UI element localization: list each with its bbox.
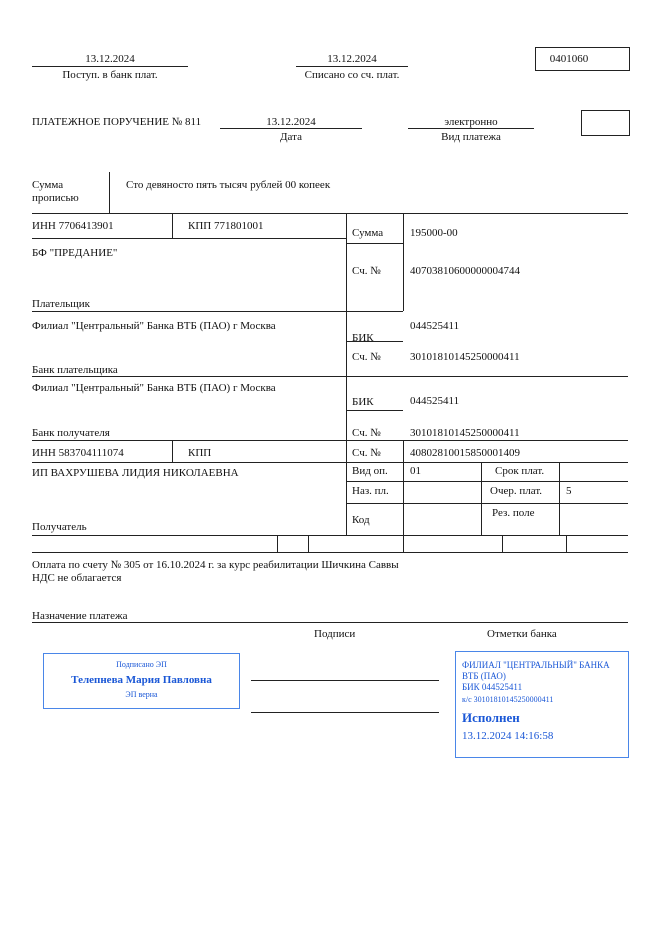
reserve-label: Рез. поле xyxy=(492,507,535,519)
tax-field-divider-1 xyxy=(277,535,278,552)
payee-bank-bik: 044525411 xyxy=(410,395,460,407)
col-divider-payee-kpp xyxy=(172,440,173,462)
empty-code-box xyxy=(581,110,630,136)
payer-name: БФ "ПРЕДАНИЕ" xyxy=(32,247,118,259)
tax-field-divider-3 xyxy=(403,535,404,552)
payer-bank-bik-label: БИК xyxy=(352,332,374,344)
col-divider-values-2 xyxy=(403,440,404,535)
grid-line-376 xyxy=(32,376,628,377)
payee-inn: ИНН 583704111074 xyxy=(32,447,124,459)
payer-bank-corr-label: Сч. № xyxy=(352,351,381,363)
signature-stamp xyxy=(43,653,240,709)
sum-value: 195000-00 xyxy=(410,227,458,239)
payer-kpp: КПП 771801001 xyxy=(188,220,264,232)
grid-line-503 xyxy=(346,503,628,504)
order-date-line xyxy=(220,128,362,129)
op-type-value: 01 xyxy=(410,465,421,477)
col-divider-term-value xyxy=(559,462,560,535)
priority-label: Очер. плат. xyxy=(490,485,543,497)
stamp-signed-text: Подписано ЭП xyxy=(116,660,167,669)
payee-bank-corr-label: Сч. № xyxy=(352,427,381,439)
purpose-code-label: Наз. пл. xyxy=(352,485,389,497)
signature-line-2 xyxy=(251,712,439,713)
amount-words-label-1: Сумма xyxy=(32,179,64,191)
received-label: Поступ. в банк плат. xyxy=(62,69,158,81)
amount-words-label-2: прописью xyxy=(32,192,79,204)
tax-field-divider-4 xyxy=(502,535,503,552)
sum-label: Сумма xyxy=(352,227,384,239)
payer-bank-bik: 044525411 xyxy=(410,320,460,332)
payment-type: электронно xyxy=(444,116,498,128)
stamp-signer-name: Телепнева Мария Павловна xyxy=(71,674,212,686)
payment-type-label: Вид платежа xyxy=(441,131,501,143)
purpose-line-1: Оплата по счету № 305 от 16.10.2024 г. за курс реабилитации Шичкина Саввы xyxy=(32,559,399,571)
payee-bank-name: Филиал "Центральный" Банка ВТБ (ПАО) г Москва xyxy=(32,382,276,394)
received-date: 13.12.2024 xyxy=(85,53,135,65)
payer-bank-role-label: Банк плательщика xyxy=(32,364,118,376)
purpose-bottom-line xyxy=(32,622,628,623)
stamp-verified-text: ЭП верна xyxy=(125,690,158,699)
bank-stamp-status: Исполнен xyxy=(462,710,520,725)
op-type-label: Вид оп. xyxy=(352,465,388,477)
grid-line-481 xyxy=(346,481,628,482)
payer-account: 40703810600000004744 xyxy=(410,265,520,277)
purpose-line-2: НДС не облагается xyxy=(32,572,122,584)
debited-date: 13.12.2024 xyxy=(327,53,377,65)
payee-name: ИП ВАХРУШЕВА ЛИДИЯ НИКОЛАЕВНА xyxy=(32,467,239,479)
priority-value: 5 xyxy=(566,485,572,497)
bank-stamp-datetime: 13.12.2024 14:16:58 xyxy=(462,730,554,742)
grid-line-552 xyxy=(32,552,628,553)
col-divider-main xyxy=(346,213,347,535)
tax-field-divider-5 xyxy=(566,535,567,552)
code-label: Код xyxy=(352,514,370,526)
debited-date-line xyxy=(296,66,408,67)
payer-inn: ИНН 7706413901 xyxy=(32,220,114,232)
signature-line-1 xyxy=(251,680,439,681)
purpose-label: Назначение платежа xyxy=(32,610,128,622)
payer-role-label: Плательщик xyxy=(32,298,90,310)
payee-account-label: Сч. № xyxy=(352,447,381,459)
payer-bank-name: Филиал "Центральный" Банка ВТБ (ПАО) г Москва xyxy=(32,320,276,332)
grid-line-311 xyxy=(32,311,403,312)
order-title: ПЛАТЕЖНОЕ ПОРУЧЕНИЕ № 811 xyxy=(32,116,202,128)
payment-type-line xyxy=(408,128,534,129)
bank-stamp-line-1: ФИЛИАЛ "ЦЕНТРАЛЬНЫЙ" БАНКА xyxy=(462,660,610,670)
term-label: Срок плат. xyxy=(495,465,545,477)
col-divider-values xyxy=(403,213,404,311)
signatures-label: Подписи xyxy=(314,628,356,640)
payee-bank-role-label: Банк получателя xyxy=(32,427,110,439)
payee-kpp: КПП xyxy=(188,447,212,459)
col-divider-inn-kpp xyxy=(172,213,173,238)
bank-stamp-line-3: БИК 044525411 xyxy=(462,682,523,692)
tax-field-divider-2 xyxy=(308,535,309,552)
grid-line-213 xyxy=(32,213,628,214)
grid-line-462 xyxy=(32,462,628,463)
bank-stamp-line-4: к/с 30101810145250000411 xyxy=(462,695,554,704)
grid-line-440 xyxy=(32,440,628,441)
bank-marks-label: Отметки банка xyxy=(487,628,557,640)
order-date: 13.12.2024 xyxy=(266,116,316,128)
grid-line-sum xyxy=(346,243,403,244)
debited-label: Списано со сч. плат. xyxy=(304,69,400,81)
grid-line-bik2 xyxy=(346,410,403,411)
col-divider-term xyxy=(481,462,482,535)
amount-words-value: Сто девяносто пять тысяч рублей 00 копеек xyxy=(126,179,331,191)
amount-words-divider xyxy=(109,172,110,213)
payee-role-label: Получатель xyxy=(32,521,87,533)
bank-execution-stamp xyxy=(455,651,629,758)
grid-line-535 xyxy=(32,535,628,536)
payee-bank-bik-label: БИК xyxy=(352,396,374,408)
payer-account-label: Сч. № xyxy=(352,265,381,277)
payer-bank-corr-account: 30101810145250000411 xyxy=(410,351,520,363)
grid-line-238 xyxy=(32,238,347,239)
received-date-line xyxy=(32,66,188,67)
payee-account: 40802810015850001409 xyxy=(410,447,520,459)
form-code: 0401060 xyxy=(549,53,589,65)
order-date-label: Дата xyxy=(280,131,302,143)
bank-stamp-line-2: ВТБ (ПАО) xyxy=(462,671,506,681)
payee-bank-corr-account: 30101810145250000411 xyxy=(410,427,520,439)
